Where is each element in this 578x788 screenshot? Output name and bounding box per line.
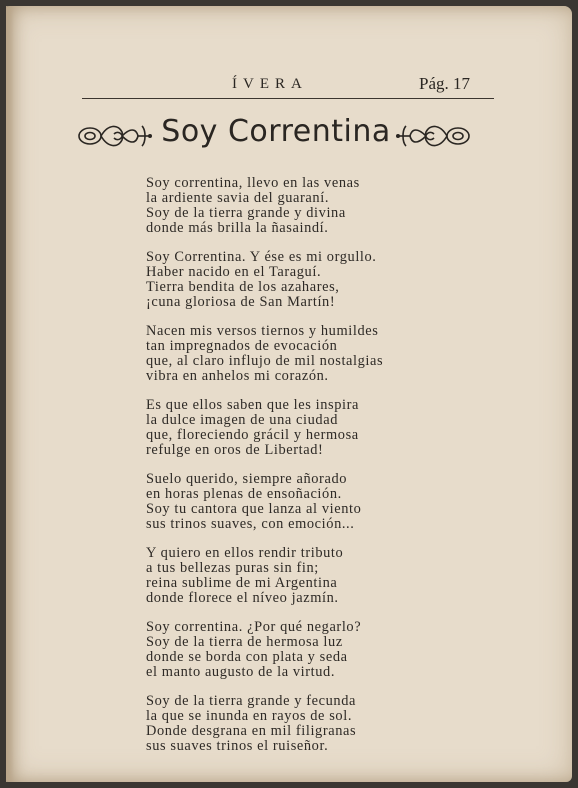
poem-line: Y quiero en ellos rendir tributo xyxy=(146,545,344,561)
stanza xyxy=(146,620,446,680)
stanza xyxy=(146,324,446,384)
poem-line: la que se inunda en rayos de sol. xyxy=(146,708,353,724)
page-number: Pág. 17 xyxy=(419,74,470,93)
poem-line: en horas plenas de ensoñación. xyxy=(146,486,342,502)
poem-line: Soy correntina. ¿Por qué negarlo? xyxy=(146,619,362,635)
poem-line: la dulce imagen de una ciudad xyxy=(146,412,339,428)
poem-line: donde florece el níveo jazmín. xyxy=(146,590,339,606)
poem-line: donde se borda con plata y seda xyxy=(146,649,348,665)
poem-line: Soy de la tierra grande y divina xyxy=(146,205,346,221)
header-rule xyxy=(82,98,494,99)
poem-line: Haber nacido en el Taraguí. xyxy=(146,264,322,280)
poem-line: Es que ellos saben que les inspira xyxy=(146,397,360,413)
stanza xyxy=(146,250,446,310)
page-spine-shadow xyxy=(6,6,14,782)
poem-line: donde más brilla la ñasaindí. xyxy=(146,220,329,236)
poem-line: ¡cuna gloriosa de San Martín! xyxy=(146,294,336,310)
running-title: ÍVERA xyxy=(232,76,308,92)
scroll-ornament-left-icon xyxy=(76,118,154,154)
poem-line: tan impregnados de evocación xyxy=(146,338,338,354)
poem-line: el manto augusto de la virtud. xyxy=(146,664,336,680)
poem-line: sus trinos suaves, con emoción... xyxy=(146,516,355,532)
poem-line: la ardiente savia del guaraní. xyxy=(146,190,330,206)
poem-line: Soy correntina, llevo en las venas xyxy=(146,175,360,191)
poem-line: refulge en oros de Libertad! xyxy=(146,442,324,458)
poem-line: Donde desgrana en mil filigranas xyxy=(146,723,357,739)
poem-line: Soy de la tierra grande y fecunda xyxy=(146,693,356,709)
poem-line: que, floreciendo grácil y hermosa xyxy=(146,427,359,443)
poem-line: Suelo querido, siempre añorado xyxy=(146,471,348,487)
poem-body xyxy=(146,176,446,768)
poem-line: a tus bellezas puras sin fin; xyxy=(146,560,319,576)
poem-line: Soy tu cantora que lanza al viento xyxy=(146,501,362,517)
stanza xyxy=(146,546,446,606)
poem-line: Tierra bendita de los azahares, xyxy=(146,279,340,295)
poem-title: Soy Correntina xyxy=(161,114,391,149)
poem-line: Soy Correntina. Y ése es mi orgullo. xyxy=(146,249,377,265)
page-header xyxy=(82,74,496,98)
poem-line: sus suaves trinos el ruiseñor. xyxy=(146,738,329,754)
stanza xyxy=(146,398,446,458)
poem-line: que, al claro influjo de mil nostalgias xyxy=(146,353,384,369)
poem-title-row xyxy=(76,112,476,162)
stanza xyxy=(146,176,446,236)
poem-line: Soy de la tierra de hermosa luz xyxy=(146,634,343,650)
poem-line: Nacen mis versos tiernos y humildes xyxy=(146,323,379,339)
scroll-ornament-right-icon xyxy=(394,118,472,154)
poem-line: reina sublime de mi Argentina xyxy=(146,575,338,591)
poem-line: vibra en anhelos mi corazón. xyxy=(146,368,329,384)
stanza xyxy=(146,694,446,754)
stanza xyxy=(146,472,446,532)
